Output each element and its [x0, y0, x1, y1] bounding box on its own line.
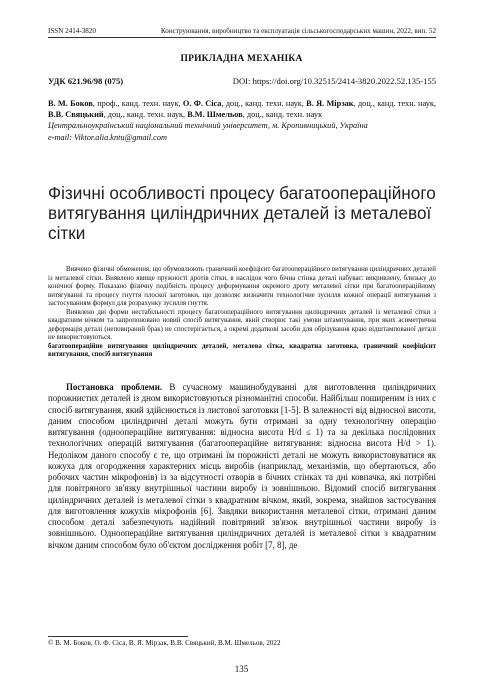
- footnote-divider: [48, 636, 188, 637]
- author-name: В.М. Шмельов: [187, 110, 243, 120]
- article-title: Фізичні особливості процесу багатоопераційного витягування циліндричних деталей із металевої сітки: [48, 183, 436, 243]
- page-number: 135: [234, 664, 249, 674]
- keywords: багатоопераційне витягування циліндричних деталей, металева сітка, квадратна заготовка, граничний коефіцієнт витягування, спосіб витягування: [48, 342, 436, 358]
- doi-link[interactable]: DOI: https://doi.org/10.32515/2414-3820.2022.52.135-155: [232, 76, 436, 86]
- abstract-paragraph: Виявлено дві форми нестабільності процесу багатоопераційного витягування циліндричних деталей із металевої сітки з квадратним вічком та запропоновано новий спосіб витягування, який створює такі умови штампування, при яких асиметрична деформація деталі (неповнраний брак) не спостерігається, а окремі додаткові засоби для обрізування краю відштампованої деталі не використовуються.: [48, 308, 436, 341]
- udk-code: УДК 621.96/98 (075): [48, 76, 124, 86]
- author-name: В. М. Боков: [48, 99, 93, 108]
- author-degree: , проф., канд. техн. наук,: [92, 99, 183, 108]
- author-block: [48, 98, 436, 143]
- author-degree: , доц., канд. техн. наук,: [221, 99, 307, 108]
- paragraph-text: В сучасному машинобудуванні для виготовлення циліндричних порожнистих деталей із дном використовуються різноманітні способи. Найбільш поширеним із них є спосіб витягування, який здійснюється із листової заготовки [1-5]. В залежності від відносної висоти, даним способом циліндричні деталі можуть бути отримані за одну технологічну операцію витягування (одноопераційне витягування: відносна висота H/d ≤ 1) та за декілька послідовних технологічних операцій витягування (багатоопераційне витягування: відносна висота H/d > 1). Недоліком даного способу є те, що отримані їм порожністі деталі не можуть використовуватися як кожуха для огородження характерних місць виробів (наприклад, механізмів, що обертаються, або робочих частин мікрофонів) із за відсутності отворів в бічних стінках та дні ковпачка, які потрібні для повітряного зв'язку внутрішньої частини виробу із зовнішньою. Відомий спосіб витягування циліндричних деталей із металевої сітки з квадратним вічком, який, зокрема, знайшов застосування для виготовлення кожухів мікрофонів [6]. Завдяки використання металевої сітки, отримані даним способом деталі забезпечують надійний повітряний зв'язок внутрішньої частини виробу із зовнішньою. Одноопераційне витягування циліндричних деталей із металевої сітки з квадратним вічком даним способом було об'єктом дослідження робіт [7, 8], де: [48, 382, 436, 550]
- institution: Центральноукраїнський національний технічний університет, м. Кропивницький, Україна: [48, 121, 368, 131]
- header-divider: [48, 37, 436, 38]
- header-journal: Конструювання, виробництво та експлуатація сільськогосподарських машин, 2022, вип. 52: [160, 27, 436, 35]
- section-title: ПРИКЛАДНА МЕХАНІКА: [180, 54, 303, 64]
- abstract-paragraph: Вивчено фізичні обмеження, що обумовлюють граничний коефіцієнт багатоопераційного витягування циліндричних деталей із металевої сітки. Виявлено явище пружності дротів сітки, в наслідок чого бічна стінка деталі набуває: викривлену, близьку до конічної форму. Показано фізичну подібність процесу деформування окремого дроту металевої сітки при багатоопераційному витягуванні та процесу гнуття плоскої заготовки, що дозволяє визначити технологічне зусилля кожної операції витягування з застосуванням формул для розрахунку зусилля гнуття.: [48, 266, 436, 307]
- abstract: [48, 266, 436, 360]
- author-name: О. Ф. Сіса: [182, 99, 222, 108]
- author-degree: , доц., канд. техн. наук,: [353, 99, 436, 108]
- body-text: [48, 382, 436, 551]
- header-issn: ISSN 2414-3820: [48, 27, 96, 35]
- author-name: В. Я. Мірзак: [306, 99, 354, 108]
- running-header: [48, 27, 436, 35]
- copyright-footnote: © В. М. Боков, О. Ф. Сіса, В. Я. Мірзак, В.В. Свяцький, В.М. Шмельов, 2022: [48, 639, 281, 647]
- udk-doi-line: [48, 76, 436, 86]
- body-paragraph: [48, 382, 436, 551]
- paragraph-lead: Постановка проблеми.: [66, 382, 163, 392]
- email-address[interactable]: e-mail: Viktor.alia.kntu@gmail.com: [48, 132, 168, 142]
- author-degree: , доц., канд. техн. наук,: [103, 110, 188, 120]
- author-name: В.В. Свяцький: [48, 110, 104, 120]
- author-degree: , доц., канд. техн. наук: [242, 110, 323, 120]
